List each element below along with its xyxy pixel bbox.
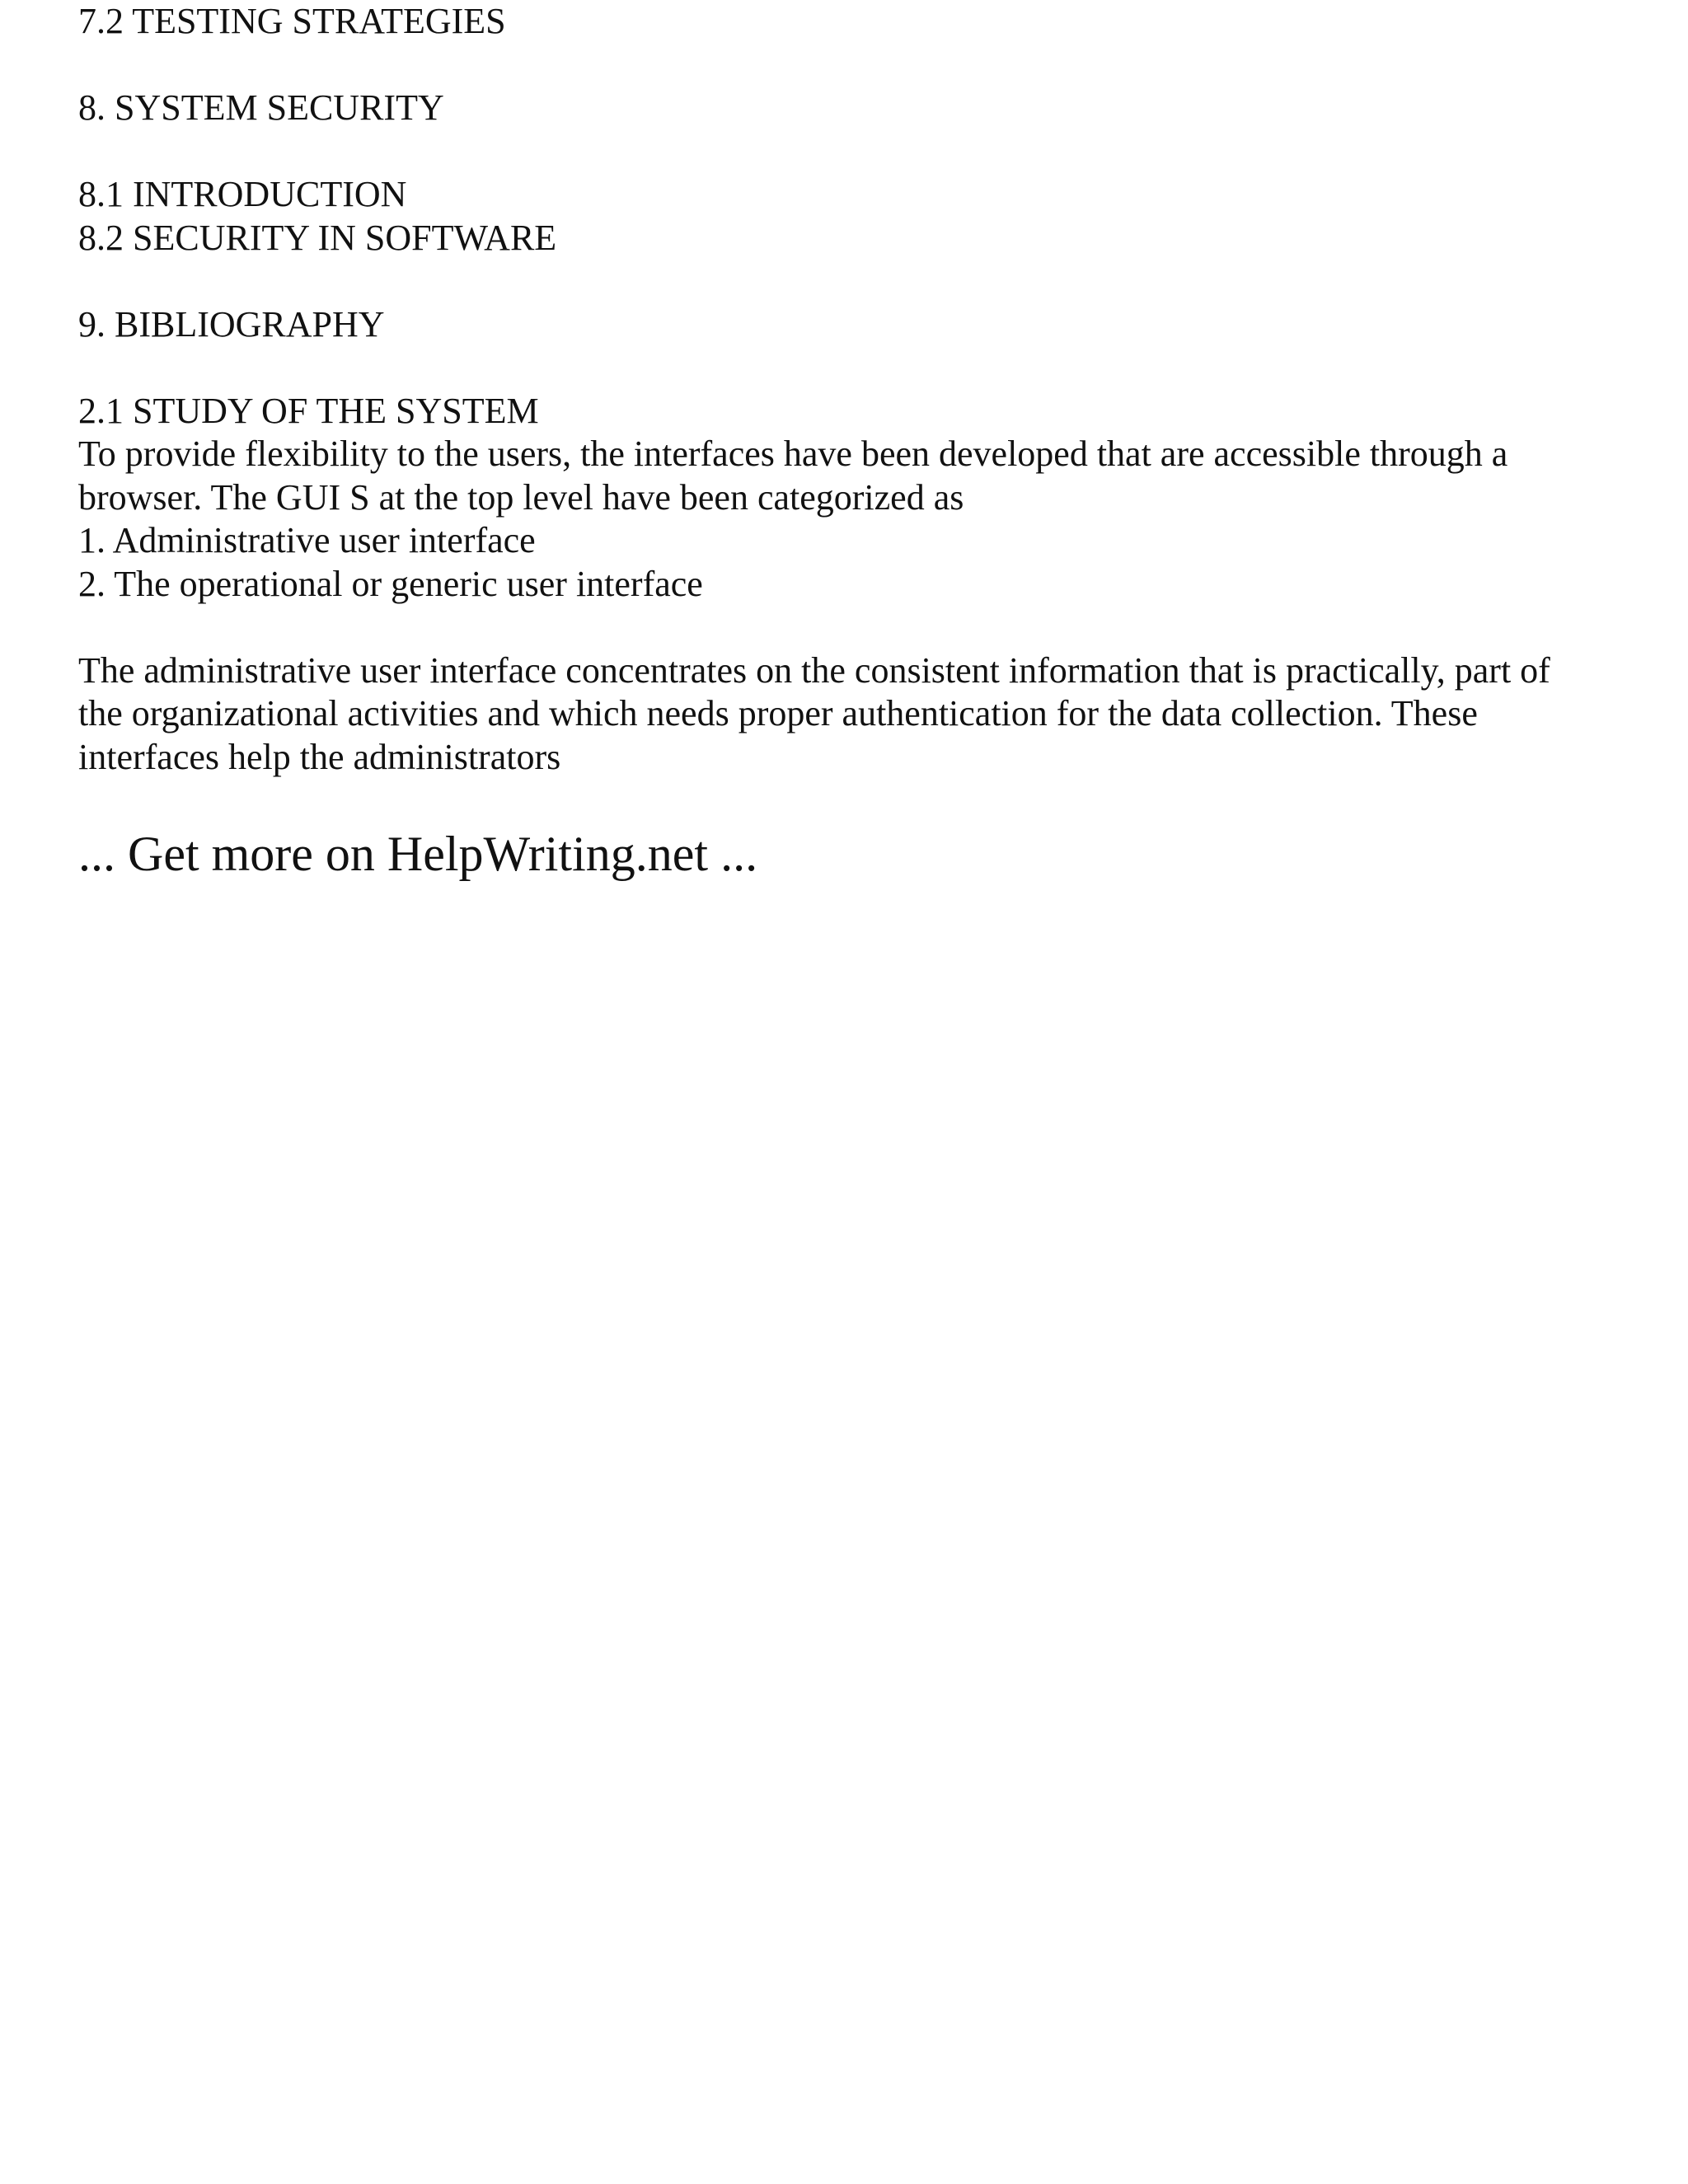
paragraph-line: The administrative user interface concentrates on the consistent information that is practically, part of	[78, 649, 1550, 691]
toc-item-8-2: 8.2 SECURITY IN SOFTWARE	[78, 217, 557, 258]
spacer	[78, 606, 1644, 649]
list-item: 1. Administrative user interface	[78, 520, 536, 560]
spacer	[78, 346, 1644, 390]
paragraph-line: browser. The GUI S at the top level have been categorized as	[78, 476, 964, 518]
list-item: 2. The operational or generic user interface	[78, 563, 703, 604]
promo-link[interactable]: ... Get more on HelpWriting.net ...	[78, 827, 758, 881]
spacer	[78, 130, 1644, 174]
section-heading: 2.1 STUDY OF THE SYSTEM	[78, 390, 539, 431]
spacer	[78, 260, 1644, 303]
paragraph-line: To provide flexibility to the users, the interfaces have been developed that are accessible through a	[78, 434, 1508, 474]
toc-item-8: 8. SYSTEM SECURITY	[78, 87, 444, 128]
paragraph-line: the organizational activities and which needs proper authentication for the data collection. These	[78, 693, 1478, 733]
spacer	[78, 44, 1644, 87]
toc-item-7-2: 7.2 TESTING STRATEGIES	[78, 1, 506, 41]
toc-item-8-1: 8.1 INTRODUCTION	[78, 174, 407, 214]
document-page	[78, 0, 1644, 883]
toc-item-9: 9. BIBLIOGRAPHY	[78, 303, 385, 344]
paragraph-line: interfaces help the administrators	[78, 736, 561, 777]
